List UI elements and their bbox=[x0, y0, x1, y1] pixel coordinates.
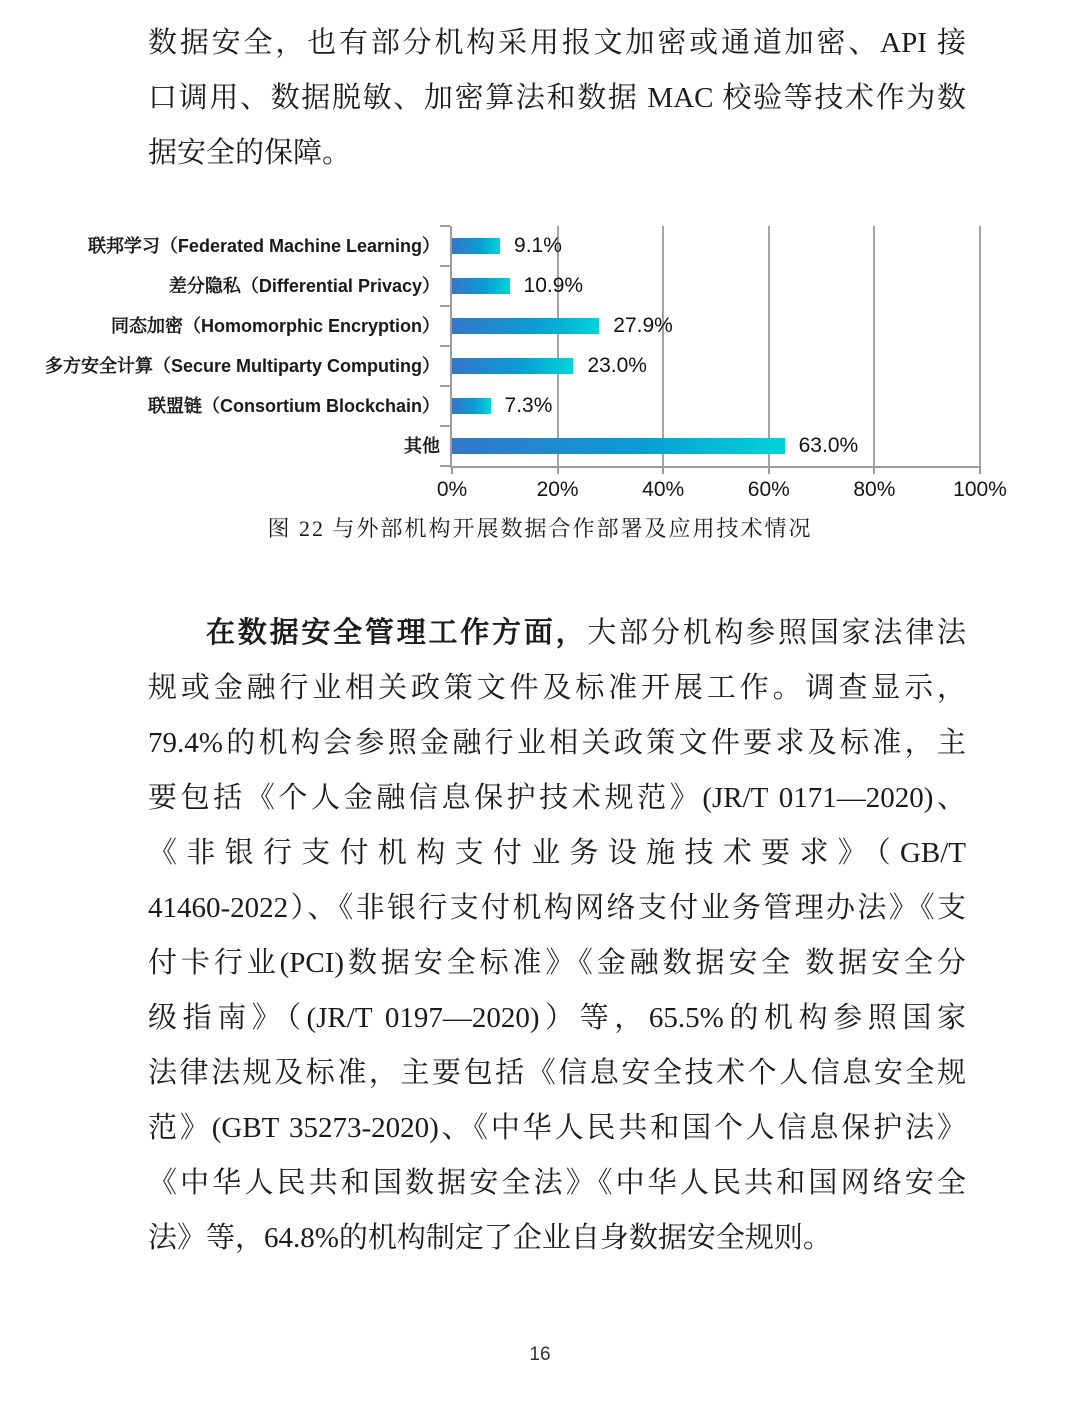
paragraph-line: 据安全的保障。 bbox=[148, 137, 352, 169]
chart-gridline bbox=[873, 226, 875, 466]
chart-x-tick bbox=[873, 466, 875, 474]
chart-category-axis bbox=[0, 226, 440, 466]
chart-x-tick bbox=[557, 466, 559, 474]
chart-gridline bbox=[979, 226, 981, 466]
paragraph-line: 付卡行业(PCI)数据安全标准》《金融数据安全 数据安全分 bbox=[148, 947, 966, 979]
chart-category-label: 联盟链（Consortium Blockchain） bbox=[147, 396, 440, 416]
chart-y-tick bbox=[440, 385, 450, 387]
page-number: 16 bbox=[529, 1344, 551, 1365]
chart-value-label: 63.0% bbox=[798, 434, 859, 457]
paragraph-line: 法》等，64.8%的机构制定了企业自身数据安全规则。 bbox=[148, 1222, 832, 1254]
chart-y-tick bbox=[440, 465, 450, 467]
paragraph-line: 《中华人民共和国数据安全法》《中华人民共和国网络安全 bbox=[148, 1167, 966, 1199]
chart-x-tick-label: 60% bbox=[747, 478, 790, 501]
top-paragraph bbox=[148, 16, 966, 181]
body-paragraph bbox=[148, 606, 966, 1266]
chart-x-tick-label: 20% bbox=[536, 478, 579, 501]
chart-bar bbox=[452, 398, 491, 414]
chart-plot-area bbox=[436, 226, 1007, 501]
chart-y-tick bbox=[440, 225, 450, 227]
bar-chart bbox=[0, 226, 1080, 512]
paragraph-line: 规或金融行业相关政策文件及标准开展工作。调查显示， bbox=[148, 672, 966, 704]
chart-value-label: 27.9% bbox=[613, 314, 673, 337]
chart-bar bbox=[452, 238, 500, 254]
chart-caption: 图 22 与外部机构开展数据合作部署及应用技术情况 bbox=[267, 516, 813, 541]
paragraph-line: 口调用、数据脱敏、加密算法和数据 MAC 校验等技术作为数 bbox=[148, 82, 966, 114]
chart-bar bbox=[452, 278, 510, 294]
chart-category-label: 其他 bbox=[404, 436, 440, 456]
chart-category-label: 多方安全计算（Secure Multiparty Computing） bbox=[44, 356, 440, 376]
paragraph-line: 数据安全，也有部分机构采用报文加密或通道加密、API 接 bbox=[148, 27, 966, 59]
chart-x-tick-label: 80% bbox=[853, 478, 896, 501]
chart-gridline bbox=[557, 226, 559, 466]
chart-category-label: 差分隐私（Differential Privacy） bbox=[168, 276, 440, 296]
paragraph-line: 法律法规及标准，主要包括《信息安全技术个人信息安全规 bbox=[148, 1057, 966, 1089]
chart-y-tick bbox=[440, 345, 450, 347]
chart-value-label: 10.9% bbox=[523, 274, 584, 297]
paragraph-text: 大部分机构参照国家法律法 bbox=[587, 617, 966, 649]
paragraph-line: 79.4%的机构会参照金融行业相关政策文件要求及标准，主 bbox=[148, 727, 966, 759]
paragraph-line: 级指南》（(JR/T 0197—2020)）等，65.5%的机构参照国家 bbox=[148, 1002, 966, 1034]
chart-x-tick-label: 40% bbox=[642, 478, 685, 501]
chart-bar bbox=[452, 438, 785, 454]
chart-gridline bbox=[662, 226, 664, 466]
chart-x-tick bbox=[979, 466, 981, 474]
chart-x-tick-label: 100% bbox=[953, 478, 1007, 501]
chart-y-tick bbox=[440, 265, 450, 267]
chart-value-label: 9.1% bbox=[514, 234, 562, 257]
chart-bar bbox=[452, 358, 573, 374]
chart-x-tick bbox=[768, 466, 770, 474]
chart-gridline bbox=[768, 226, 770, 466]
paragraph-line: 要包括《个人金融信息保护技术规范》(JR/T 0171—2020)、 bbox=[148, 782, 966, 814]
chart-category-label: 联邦学习（Federated Machine Learning） bbox=[87, 236, 440, 256]
paragraph-line bbox=[148, 606, 966, 661]
paragraph-line: 41460-2022）、《非银行支付机构网络支付业务管理办法》《支 bbox=[148, 892, 966, 924]
paragraph-line: 《非银行支付机构支付业务设施技术要求》（GB/T bbox=[148, 837, 966, 869]
chart-x-tick-label: 0% bbox=[436, 478, 468, 501]
chart-value-label: 23.0% bbox=[587, 354, 647, 377]
chart-category-label: 同态加密（Homomorphic Encryption） bbox=[110, 316, 440, 336]
chart-bar bbox=[452, 318, 599, 334]
chart-y-tick bbox=[440, 305, 450, 307]
chart-value-label: 7.3% bbox=[504, 394, 553, 417]
paragraph-bold-lead: 在数据安全管理工作方面， bbox=[206, 617, 588, 649]
paragraph-line: 范》(GBT 35273-2020)、《中华人民共和国个人信息保护法》 bbox=[148, 1112, 966, 1144]
chart-x-tick bbox=[662, 466, 664, 474]
chart-x-tick bbox=[451, 466, 453, 474]
chart-y-tick bbox=[440, 425, 450, 427]
